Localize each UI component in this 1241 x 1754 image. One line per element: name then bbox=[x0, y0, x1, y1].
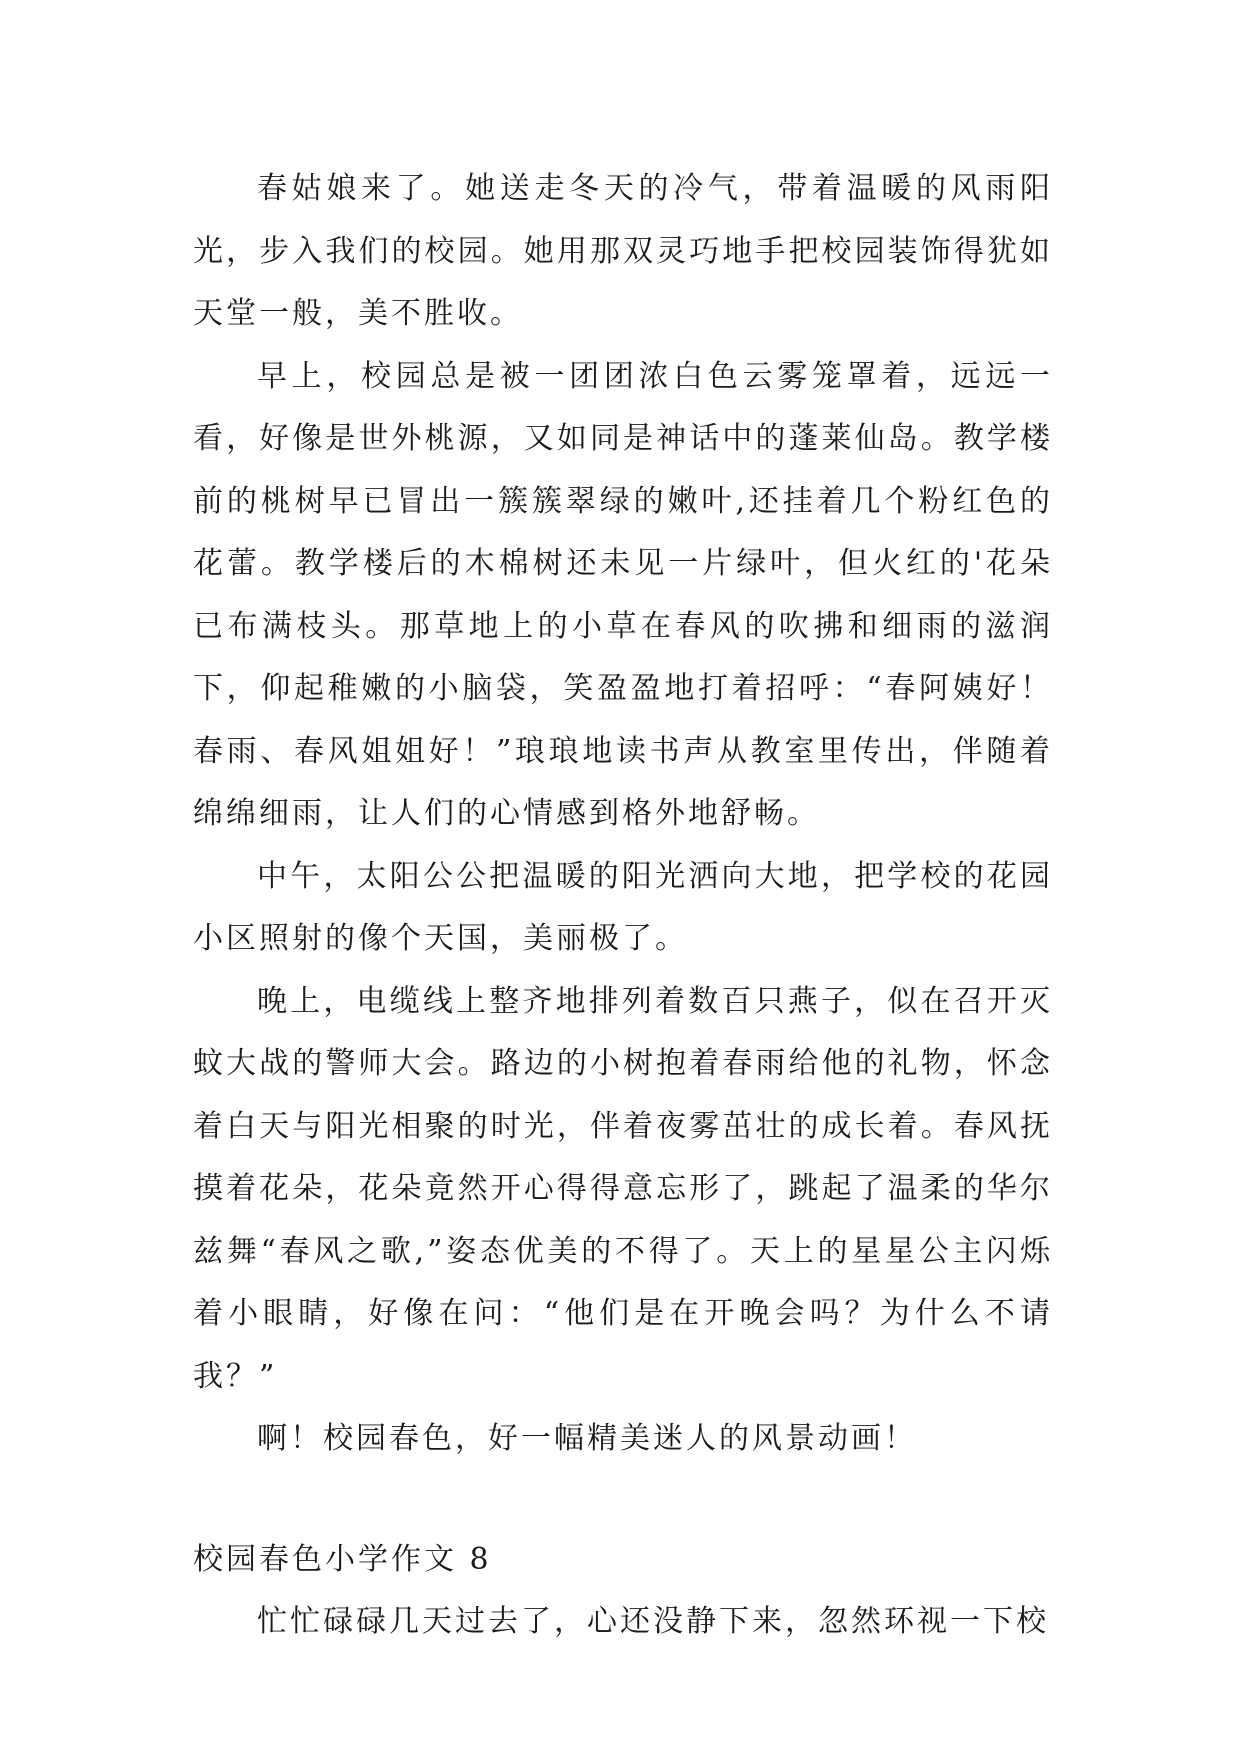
paragraph-3: 中午，太阳公公把温暖的阳光洒向大地，把学校的花园小区照射的像个天国，美丽极了。 bbox=[193, 858, 1053, 956]
section-heading: 校园春色小学作文 8 bbox=[193, 1541, 492, 1577]
paragraph-4: 晚上，电缆线上整齐地排列着数百只燕子，似在召开灭蚊大战的警师大会。路边的小树抱着春雨给他的礼物，怀念着白天与阳光相聚的时光，伴着夜雾茁壮的成长着。春风抚摸着花朵，花朵竟然开心得得意忘形了，跳起了温柔的华尔兹舞“春风之歌,”姿态优美的不得了。天上的星星公主闪烁着小眼睛，好像在问：“他们是在开晚会吗？为什么不请我？” bbox=[193, 983, 1053, 1394]
paragraph-2: 早上，校园总是被一团团浓白色云雾笼罩着，远远一看，好像是世外桃源，又如同是神话中的蓬莱仙岛。教学楼前的桃树早已冒出一簇簇翠绿的嫩叶,还挂着几个粉红色的花蕾。教学楼后的木棉树还未见一片绿叶，但火红的'花朵已布满枝头。那草地上的小草在春风的吹拂和细雨的滋润下，仰起稚嫩的小脑袋，笑盈盈地打着招呼：“春阿姨好！春雨、春风姐姐好！”琅琅地读书声从教室里传出，伴随着绵绵细雨，让人们的心情感到格外地舒畅。 bbox=[193, 358, 1053, 831]
paragraph-5: 啊！校园春色，好一幅精美迷人的风景动画！ bbox=[257, 1421, 917, 1456]
paragraph-6: 忙忙碌碌几天过去了，心还没静下来，忽然环视一下校 bbox=[257, 1604, 1049, 1639]
document-page bbox=[193, 158, 1053, 1654]
paragraph-1: 春姑娘来了。她送走冬天的冷气，带着温暖的风雨阳光，步入我们的校园。她用那双灵巧地手把校园装饰得犹如天堂一般，美不胜收。 bbox=[193, 171, 1053, 331]
